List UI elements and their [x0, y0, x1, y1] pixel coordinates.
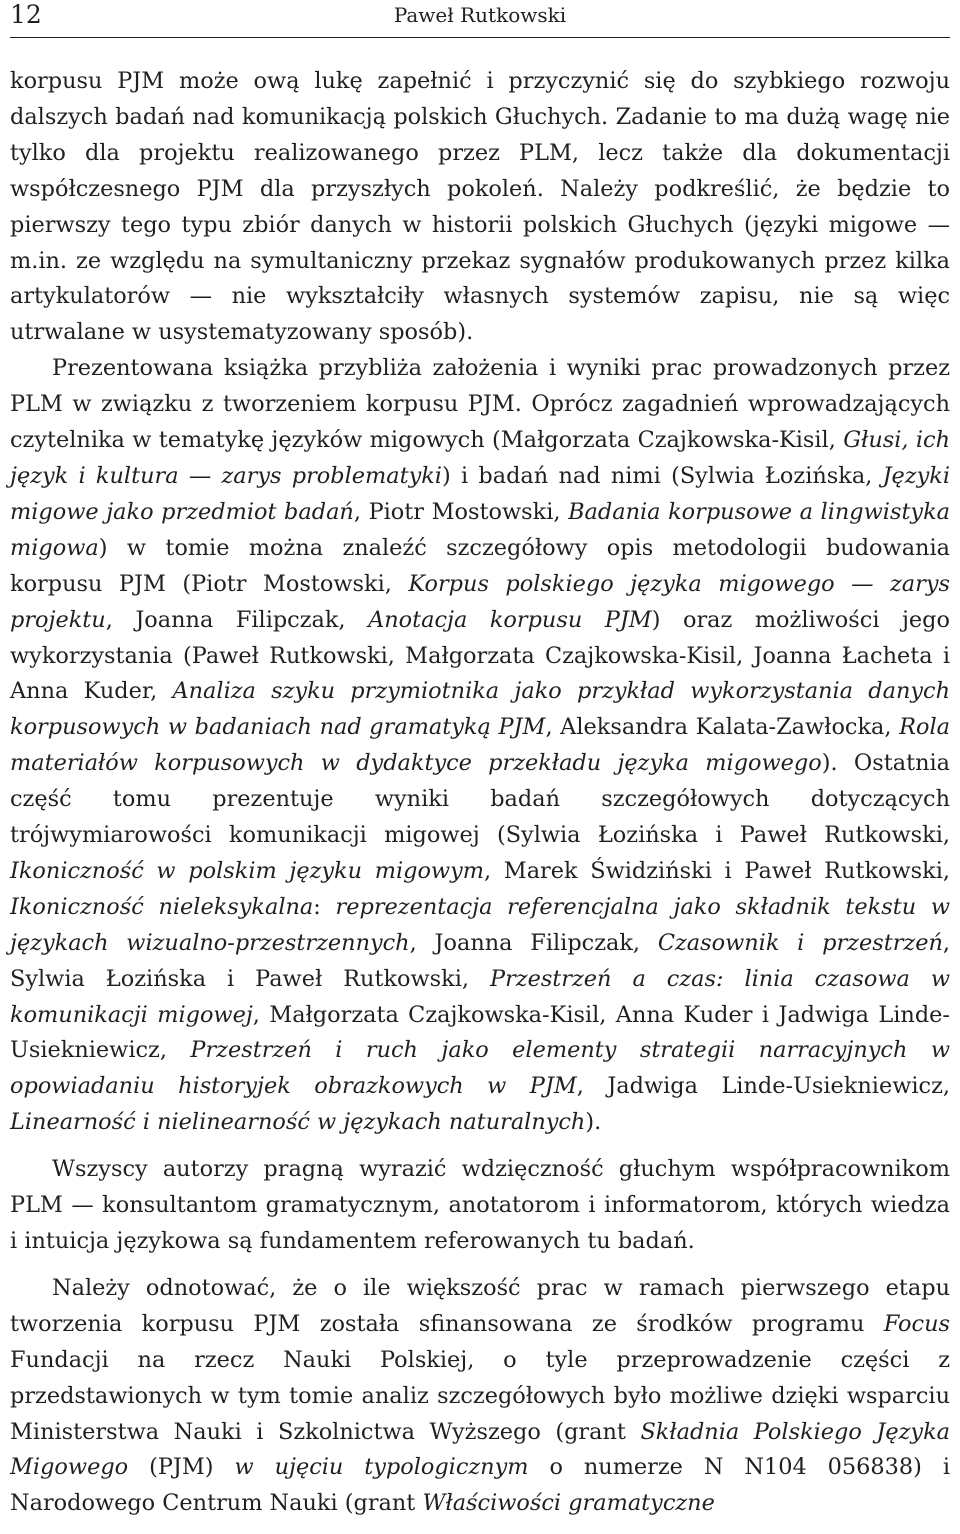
paragraph-text: , Joanna Filipczak,	[105, 606, 369, 633]
paragraph-text: , Piotr Mostowski,	[353, 498, 569, 525]
paragraph-text: ) i badań nad nimi (Sylwia Łozińska,	[441, 462, 883, 489]
italic-title-text: Składnia Polskiego Języka Migowego	[10, 1418, 950, 1481]
italic-title-text: Anotacja korpusu PJM	[368, 606, 652, 633]
paragraph-text: , Aleksandra Kalata-Zawłocka,	[545, 714, 900, 741]
paragraph	[10, 1271, 950, 1522]
paragraph-text: ).	[585, 1109, 602, 1136]
paragraph-text: Fundacji na rzecz Nauki Polskiej, o tyle przeprowadzenie części z przedstawionych w tym tomie analiz szczegółowych było możliwe dzięki wsparciu Ministerstwa Nauki i Szkolnictwa Wyższego (grant	[10, 1346, 950, 1445]
page-header	[10, 0, 950, 38]
paragraph-text: ) w tomie można znaleźć szczegółowy opis metodologii budowania korpusu PJM (Piotr Mostowski,	[10, 534, 950, 597]
italic-title-text: Ikoniczność nieleksykalna	[10, 893, 314, 920]
italic-title-text: Focus	[883, 1310, 950, 1337]
paragraph-text: , Jadwiga Linde-Usiekniewicz,	[576, 1073, 950, 1100]
running-head: Paweł Rutkowski	[393, 3, 567, 27]
italic-title-text: w ujęciu typologicznym	[234, 1454, 529, 1481]
italic-title-text: Rola materiałów korpusowych w dydaktyce przekładu języka migowego	[10, 714, 950, 777]
paragraph-text: :	[313, 893, 336, 920]
paragraph	[10, 351, 950, 1141]
paragraph-text: ). Ostatnia część tomu prezentuje wyniki badań szczegółowych dotyczących trójwymiarowości komunikacji migowej (Sylwia Łozińska i Paweł Rutkowski,	[10, 750, 951, 849]
body-text	[10, 64, 950, 1522]
paragraph-text: Wszyscy autorzy pragną wyrazić wdzięczność głuchym współpracownikom PLM — konsultantom gramatycznym, anotatorom i informatorom, których wiedza i intuicja językowa są fundamentem referowanych tu badań.	[10, 1156, 950, 1254]
paragraph-text: o numerze N N104 056838) i Narodowego Centrum Nauki (grant	[10, 1454, 950, 1517]
italic-title-text: Badania korpusowe a lingwistyka migowa	[10, 498, 951, 561]
italic-title-text: Korpus polskiego języka migowego — zarys projektu	[10, 570, 951, 633]
paragraph-text: , Joanna Filipczak,	[409, 929, 658, 956]
paragraph-text: (PJM)	[128, 1454, 235, 1481]
paragraph	[10, 64, 950, 351]
italic-title-text: reprezentacja referencjalna jako składnik tekstu w językach wizualno-przestrzennych	[10, 893, 950, 956]
paragraph-text: , Marek Świdziński i Paweł Rutkowski,	[483, 857, 950, 884]
paragraph-text: Prezentowana książka przybliża założenia i wyniki prac prowadzonych przez PLM w związku z tworzeniem korpusu PJM. Oprócz zagadnień wprowadzających czytelnika w tematykę języków migowych (Małgorzata Czajkowska-Kisil,	[10, 355, 950, 454]
italic-title-text: Czasownik i przestrzeń	[657, 929, 943, 956]
italic-title-text: Języki migowe jako przedmiot badań	[10, 462, 950, 525]
page-number: 12	[10, 0, 42, 29]
paragraph-text: , Małgorzata Czajkowska-Kisil, Anna Kuder i Jadwiga Linde-Usiekniewicz,	[10, 1001, 950, 1064]
italic-title-text: Przestrzeń i ruch jako elementy strategii narracyjnych w opowiadaniu historyjek obrazkowych w PJM	[10, 1037, 950, 1100]
paragraph-text: korpusu PJM może ową lukę zapełnić i przyczynić się do szybkiego rozwoju dalszych badań nad komunikacją polskich Głuchych. Zadanie to ma dużą wagę nie tylko dla projektu realizowanego przez PLM, lecz także dla dokumentacji współczesnego PJM dla przyszłych pokoleń. Należy podkreślić, że będzie to pierwszy tego typu zbiór danych w historii polskich Głuchych (języki migowe — m.in. ze względu na symultaniczny przekaz sygnałów produkowanych przez kilka artykulatorów — nie wykształciły własnych systemów zapisu, nie są więc utrwalane w usystematyzowany sposób).	[10, 68, 950, 346]
paragraph	[10, 1152, 950, 1260]
italic-title-text: Przestrzeń a czas: linia czasowa w komunikacji migowej	[10, 965, 950, 1028]
italic-title-text: Właściwości gramatyczne	[422, 1490, 715, 1517]
italic-title-text: Linearność i nielinearność w językach naturalnych	[10, 1109, 586, 1136]
italic-title-text: Głusi, ich język i kultura — zarys problematyki	[10, 427, 950, 489]
paragraph-text: , Sylwia Łozińska i Paweł Rutkowski,	[10, 929, 950, 992]
paragraph-text: Należy odnotować, że o ile większość prac w ramach pierwszego etapu tworzenia korpusu PJM została sfinansowana ze środków programu	[10, 1274, 950, 1337]
paragraph-text: ) oraz możliwości jego wykorzystania (Paweł Rutkowski, Małgorzata Czajkowska-Kisil, Joanna Łacheta i Anna Kuder,	[10, 606, 950, 705]
italic-title-text: Ikoniczność w polskim języku migowym	[10, 857, 484, 884]
italic-title-text: Analiza szyku przymiotnika jako przykład wykorzystania danych korpusowych w badaniach nad gramatyką PJM	[10, 678, 950, 741]
